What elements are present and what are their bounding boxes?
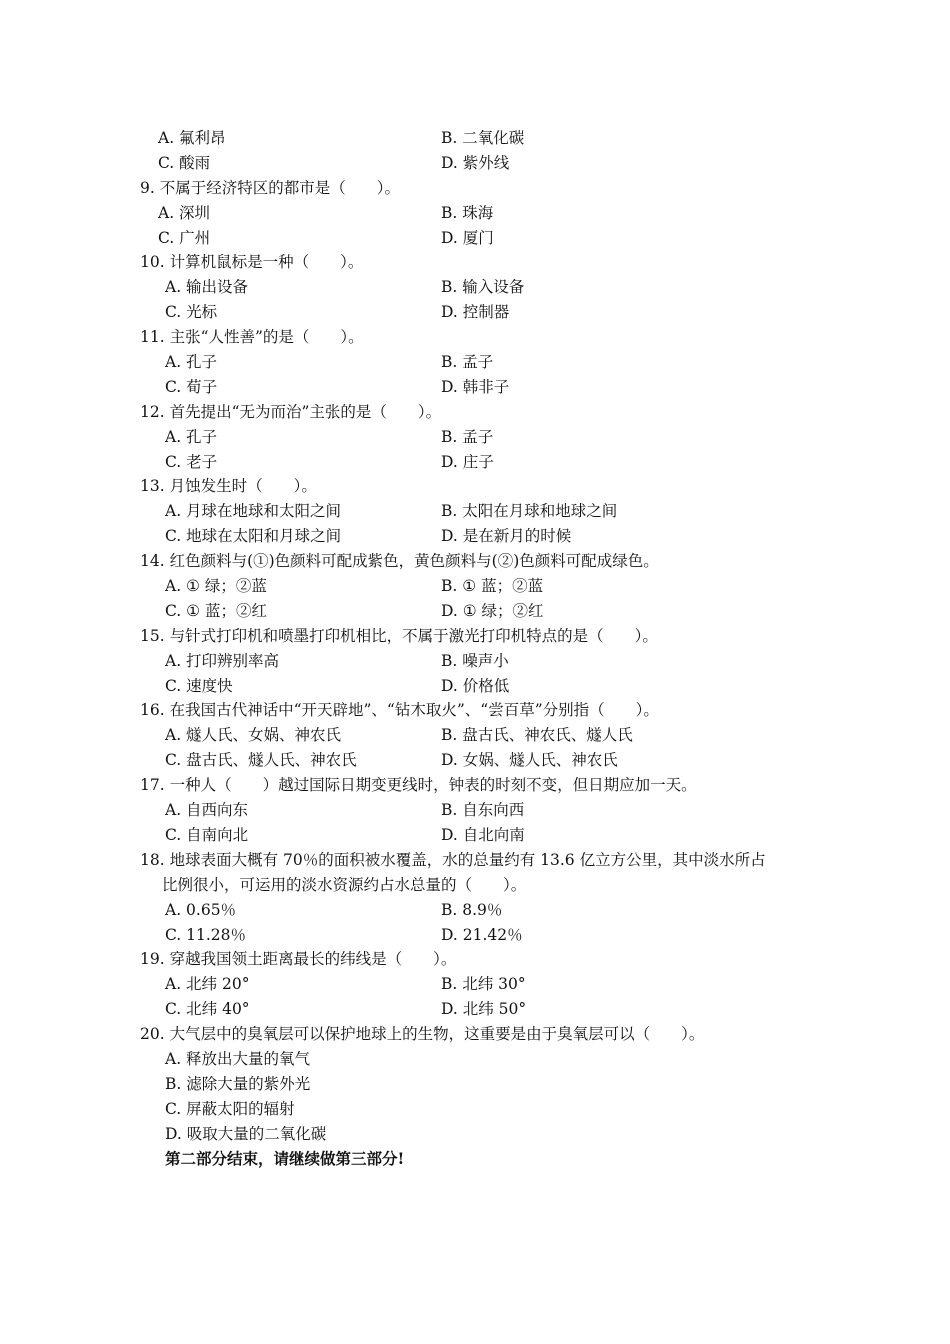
option-row (0, 1097, 950, 1122)
option-right: D. 韩非子 (441, 377, 510, 396)
option: B. 滤除大量的紫外光 (165, 1074, 311, 1093)
options-row (0, 450, 950, 475)
option-row (0, 1047, 950, 1072)
option-right: B. 二氧化碳 (441, 129, 525, 147)
options-row (0, 674, 950, 699)
options-row (0, 425, 950, 450)
option-left: C. 盘古氏、燧人氏、神农氏 (165, 751, 357, 770)
option-left: C. 广州 (158, 228, 211, 247)
option-left: C. 荀子 (165, 377, 218, 396)
option-right: D. 厦门 (441, 228, 494, 247)
options-row (0, 350, 950, 375)
question-row (0, 698, 950, 723)
options-row (0, 375, 950, 400)
question-row (0, 773, 950, 798)
options-row (0, 524, 950, 549)
options-row (0, 823, 950, 848)
option-row (0, 1122, 950, 1147)
option-left: C. 速度快 (165, 676, 233, 695)
options-row (0, 972, 950, 997)
option-left: A. 北纬 20° (165, 975, 250, 994)
option-right: D. 紫外线 (441, 153, 510, 172)
option-left: A. 氟利昂 (158, 129, 226, 147)
question-text: 11. 主张“人性善”的是（ ）。 (140, 328, 364, 347)
question-text: 10. 计算机鼠标是一种（ ）。 (140, 253, 364, 272)
option-left: A. 输出设备 (165, 278, 249, 297)
option-right: B. ① 蓝；②蓝 (441, 577, 544, 596)
option-left: A. 孔子 (165, 353, 218, 372)
question-text: 12. 首先提出“无为而治”主张的是（ ）。 (140, 402, 442, 421)
options-row (0, 201, 950, 226)
option-right: B. 北纬 30° (441, 975, 526, 994)
options-row (0, 275, 950, 300)
option-left: C. 自南向北 (165, 825, 249, 844)
options-row (0, 300, 950, 325)
option: C. 屏蔽太阳的辐射 (165, 1099, 295, 1118)
option-right: D. 自北向南 (441, 825, 525, 844)
option-left: A. 月球在地球和太阳之间 (165, 502, 342, 521)
options-row (0, 126, 950, 151)
question-row (0, 848, 950, 873)
question-continuation-row (0, 873, 950, 898)
options-row (0, 499, 950, 524)
options-row (0, 748, 950, 773)
options-row (0, 798, 950, 823)
option: A. 释放出大量的氧气 (165, 1049, 311, 1068)
question-text: 18. 地球表面大概有 70％的面积被水覆盖，水的总量约有 13.6 亿立方公里，其中淡水所占 (140, 850, 766, 869)
question-row (0, 325, 950, 350)
option-right: B. 太阳在月球和地球之间 (441, 502, 618, 521)
option-right: B. 孟子 (441, 353, 494, 372)
option-right: B. 噪声小 (441, 651, 509, 670)
option-right: B. 珠海 (441, 203, 494, 222)
options-row (0, 226, 950, 251)
section-end-note: 第二部分结束，请继续做第三部分! (165, 1148, 405, 1168)
option-left: C. ① 蓝；②红 (165, 601, 267, 620)
options-row (0, 997, 950, 1022)
question-text: 19. 穿越我国领土距离最长的纬线是（ ）。 (140, 950, 457, 969)
options-row (0, 151, 950, 176)
question-text: 16. 在我国古代神话中“开天辟地”、“钻木取火”、“尝百草”分别指（ ）。 (140, 701, 659, 720)
question-row (0, 400, 950, 425)
option-right: D. 21.42％ (441, 925, 523, 944)
options-row (0, 923, 950, 948)
question-row (0, 624, 950, 649)
question-text: 9. 不属于经济特区的都市是（ ）。 (140, 178, 400, 197)
option-left: A. 孔子 (165, 427, 218, 446)
question-row (0, 947, 950, 972)
option-right: D. 价格低 (441, 676, 510, 695)
options-row (0, 898, 950, 923)
options-row (0, 649, 950, 674)
option-left: A. 打印辨别率高 (165, 651, 280, 670)
option-left: C. 地球在太阳和月球之间 (165, 527, 342, 546)
option-right: D. 控制器 (441, 303, 510, 322)
option-left: C. 老子 (165, 452, 218, 471)
option-left: A. 燧人氏、女娲、神农氏 (165, 726, 342, 745)
option-right: B. 盘古氏、神农氏、燧人氏 (441, 726, 633, 745)
option-left: C. 北纬 40° (165, 1000, 250, 1019)
section-end-row (0, 1147, 950, 1172)
question-text: 14. 红色颜料与(①)色颜料可配成紫色，黄色颜料与(②)色颜料可配成绿色。 (140, 552, 659, 571)
option-right: B. 8.9％ (441, 900, 503, 919)
question-text-continued: 比例很小，可运用的淡水资源约占水总量的（ ）。 (162, 875, 527, 894)
question-row (0, 176, 950, 201)
option-left: A. ① 绿；②蓝 (165, 577, 267, 596)
option-left: C. 11.28％ (165, 925, 247, 944)
exam-page (0, 126, 950, 1171)
option-left: A. 自西向东 (165, 801, 249, 820)
question-text: 17. 一种人（ ）越过国际日期变更线时，钟表的时刻不变，但日期应加一天。 (140, 776, 697, 795)
option-row (0, 1072, 950, 1097)
option-right: D. 北纬 50° (441, 1000, 527, 1019)
question-text: 20. 大气层中的臭氧层可以保护地球上的生物，这重要是由于臭氧层可以（ ）。 (140, 1025, 705, 1044)
question-row (0, 1022, 950, 1047)
options-row (0, 599, 950, 624)
option-right: D. 是在新月的时候 (441, 527, 572, 546)
option: D. 吸取大量的二氧化碳 (165, 1124, 327, 1143)
question-row (0, 250, 950, 275)
option-left: C. 酸雨 (158, 153, 211, 172)
option-right: B. 孟子 (441, 427, 494, 446)
option-right: B. 自东向西 (441, 801, 525, 820)
option-left: A. 0.65％ (165, 900, 237, 919)
question-text: 13. 月蚀发生时（ ）。 (140, 477, 317, 496)
option-right: D. 庄子 (441, 452, 494, 471)
options-row (0, 723, 950, 748)
option-right: D. 女娲、燧人氏、神农氏 (441, 751, 618, 770)
options-row (0, 574, 950, 599)
question-row (0, 474, 950, 499)
option-left: C. 光标 (165, 303, 218, 322)
option-right: D. ① 绿；②红 (441, 601, 544, 620)
question-text: 15. 与针式打印机和喷墨打印机相比，不属于激光打印机特点的是（ ）。 (140, 626, 658, 645)
question-row (0, 549, 950, 574)
option-right: B. 输入设备 (441, 278, 525, 297)
option-left: A. 深圳 (158, 203, 211, 222)
